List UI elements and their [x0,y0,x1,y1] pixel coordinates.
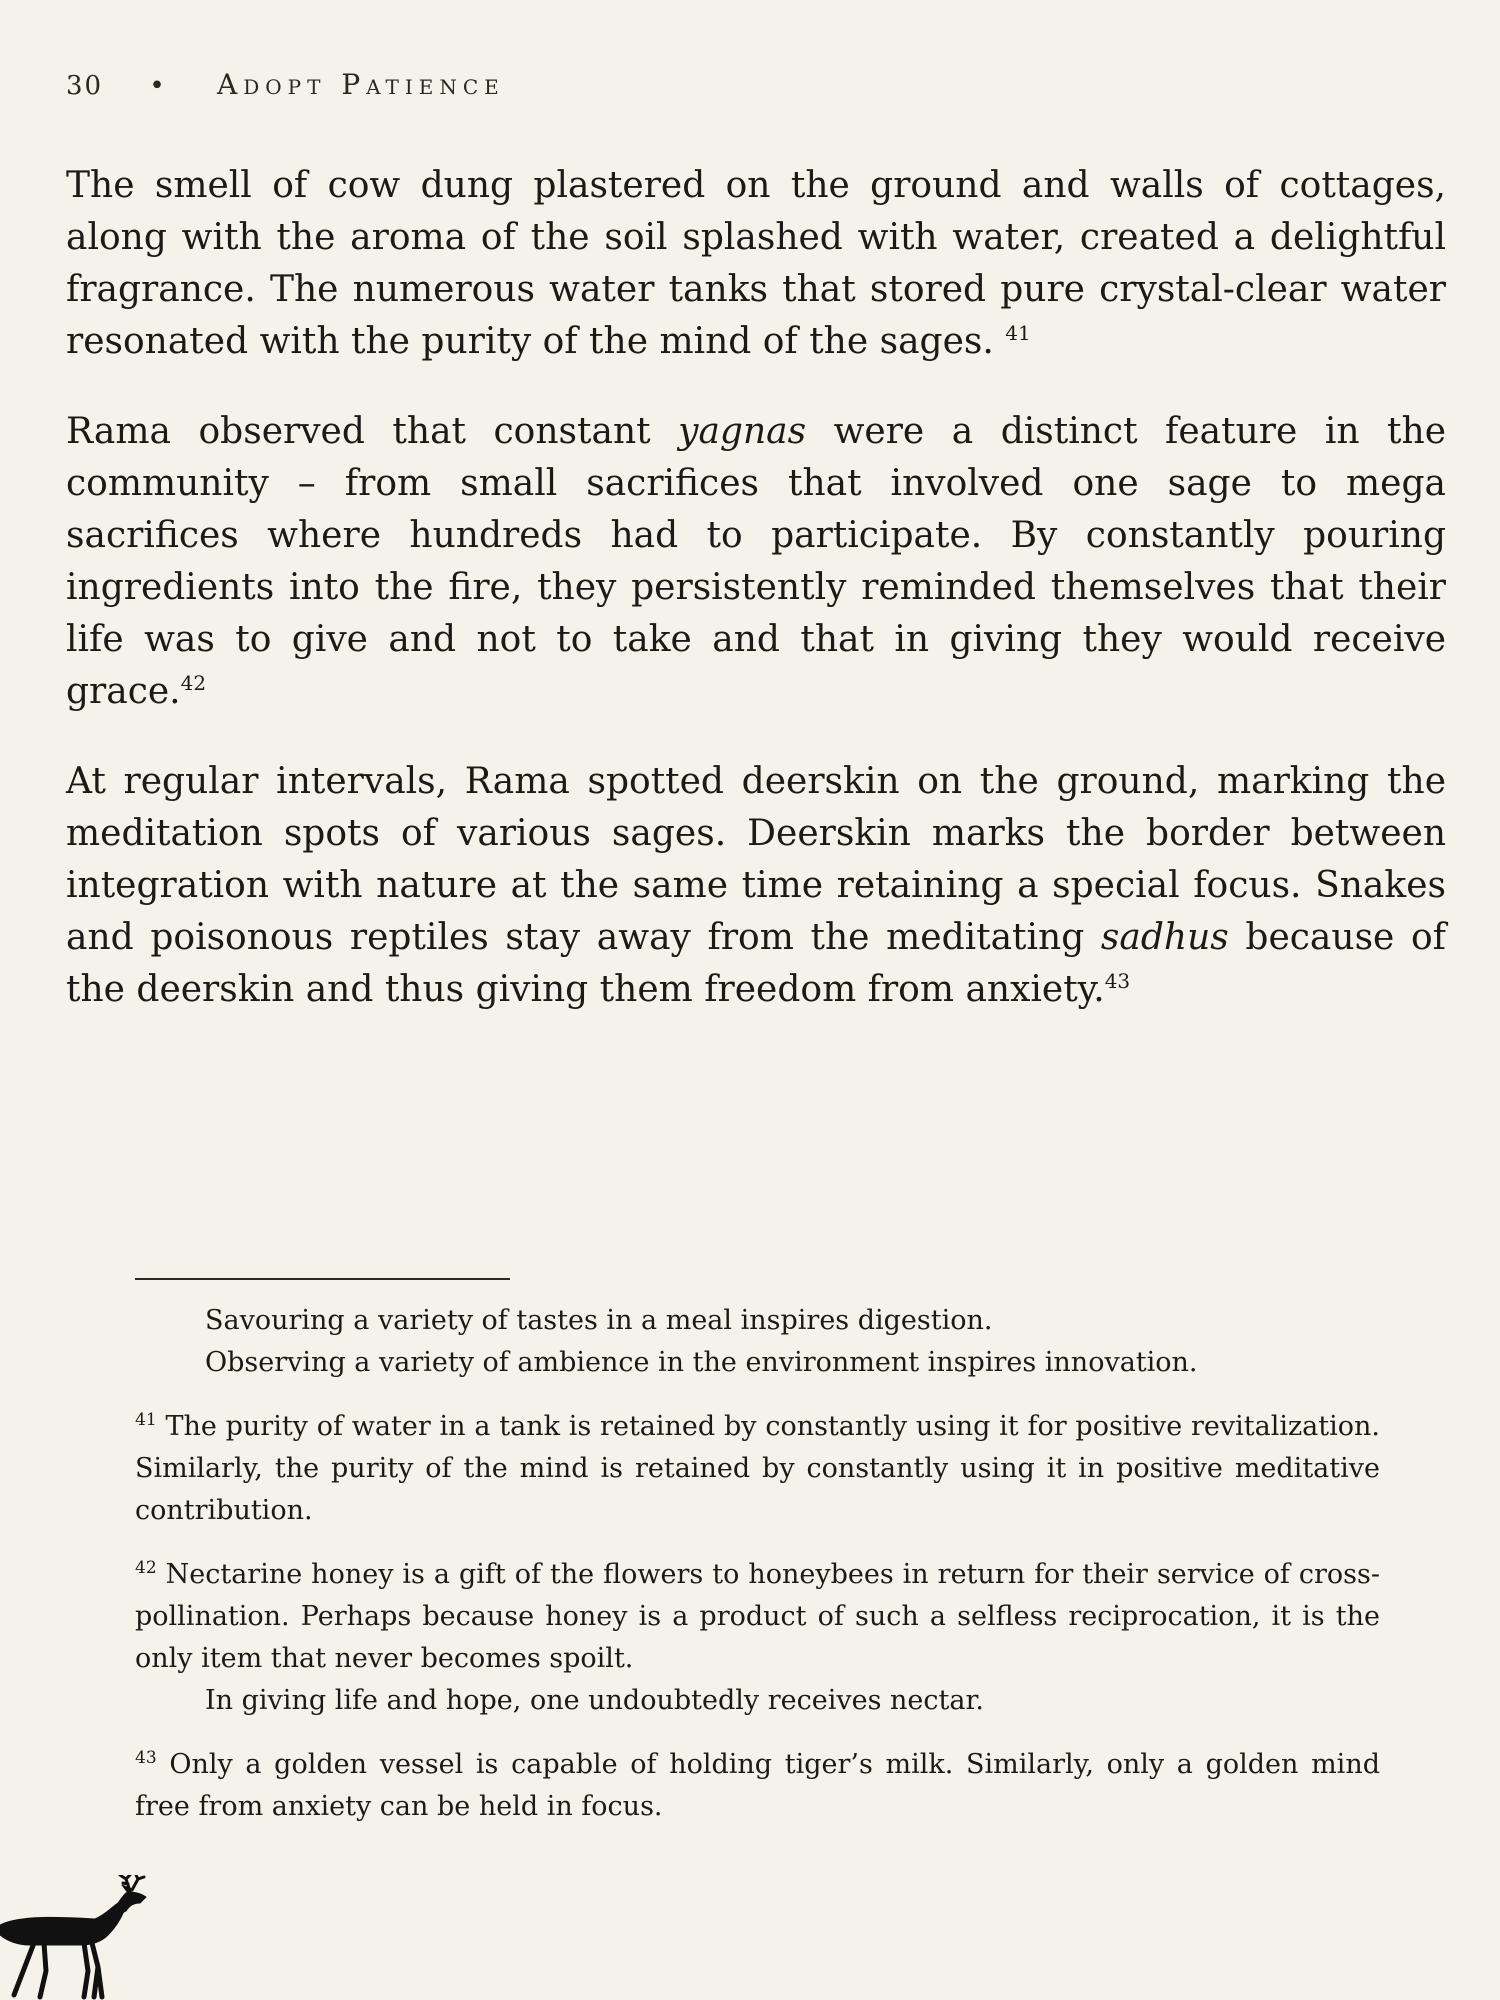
footnote-ref-42: 42 [180,671,207,695]
paragraph-1 [66,160,1446,368]
paragraph-2 [66,406,1446,718]
footnote-42 [135,1554,1380,1680]
note-intro-line-2: Observing a variety of ambience in the environment inspires innovation. [205,1347,1198,1378]
italic-term-sadhus: sadhus [1100,917,1229,958]
footnote-ref-43: 43 [1104,969,1131,993]
page-number: 30 [66,71,104,101]
header-separator: • [149,71,167,101]
paragraph-2-text-b: were a distinct feature in the community – from small sacrifices that involved one sage to mega sacrifices where hundreds had to participate. By constantly pouring ingredients into the fire, they persistently reminded themselves that their life was to give and not to take and that in giving they would receive grace. [66,411,1446,712]
paragraph-2-text-a: Rama observed that constant [66,411,679,452]
running-head [66,68,505,101]
footnote-41-number: 41 [135,1410,157,1430]
footnote-42-number: 42 [135,1558,157,1578]
footnote-43 [135,1744,1380,1828]
footnote-divider [135,1278,510,1280]
footnote-42-text: Nectarine honey is a gift of the flowers to honeybees in return for their service of cross-pollination. Perhaps because honey is a product of such a selfless reciprocation, it is the only item that never becomes spoilt. [135,1559,1380,1674]
footnotes [135,1300,1380,1828]
paragraph-3-text-b: because of the deerskin and thus giving them freedom from anxiety. [66,917,1446,1010]
footnote-43-number: 43 [135,1748,157,1768]
paragraph-1-text: The smell of cow dung plastered on the ground and walls of cottages, along with the aroma of the soil splashed with water, created a delightful fragrance. The numerous water tanks that stored pure crystal-clear water resonated with the purity of the mind of the sages. [66,165,1446,362]
chapter-title: Adopt Patience [216,68,505,101]
deer-icon [0,1875,155,2000]
footnote-42-line-2: In giving life and hope, one undoubtedly receives nectar. [205,1685,984,1716]
paragraph-3-text-a: At regular intervals, Rama spotted deerskin on the ground, marking the meditation spots of various sages. Deerskin marks the border between integration with nature at the same time retaining a special focus. Snakes and poisonous reptiles stay away from the meditating [66,761,1446,958]
footnote-ref-41: 41 [1005,321,1031,345]
note-intro-line-1: Savouring a variety of tastes in a meal inspires digestion. [205,1305,993,1336]
paragraph-3 [66,756,1446,1016]
body-text [66,160,1446,1016]
footnote-41-text: The purity of water in a tank is retained by constantly using it for positive revitalization. Similarly, the purity of the mind is retained by constantly using it in positive meditative contribution. [135,1411,1380,1526]
italic-term-yagnas: yagnas [678,411,807,452]
footnote-41 [135,1406,1380,1532]
footnote-43-text: Only a golden vessel is capable of holding tiger’s milk. Similarly, only a golden mind free from anxiety can be held in focus. [135,1749,1380,1822]
